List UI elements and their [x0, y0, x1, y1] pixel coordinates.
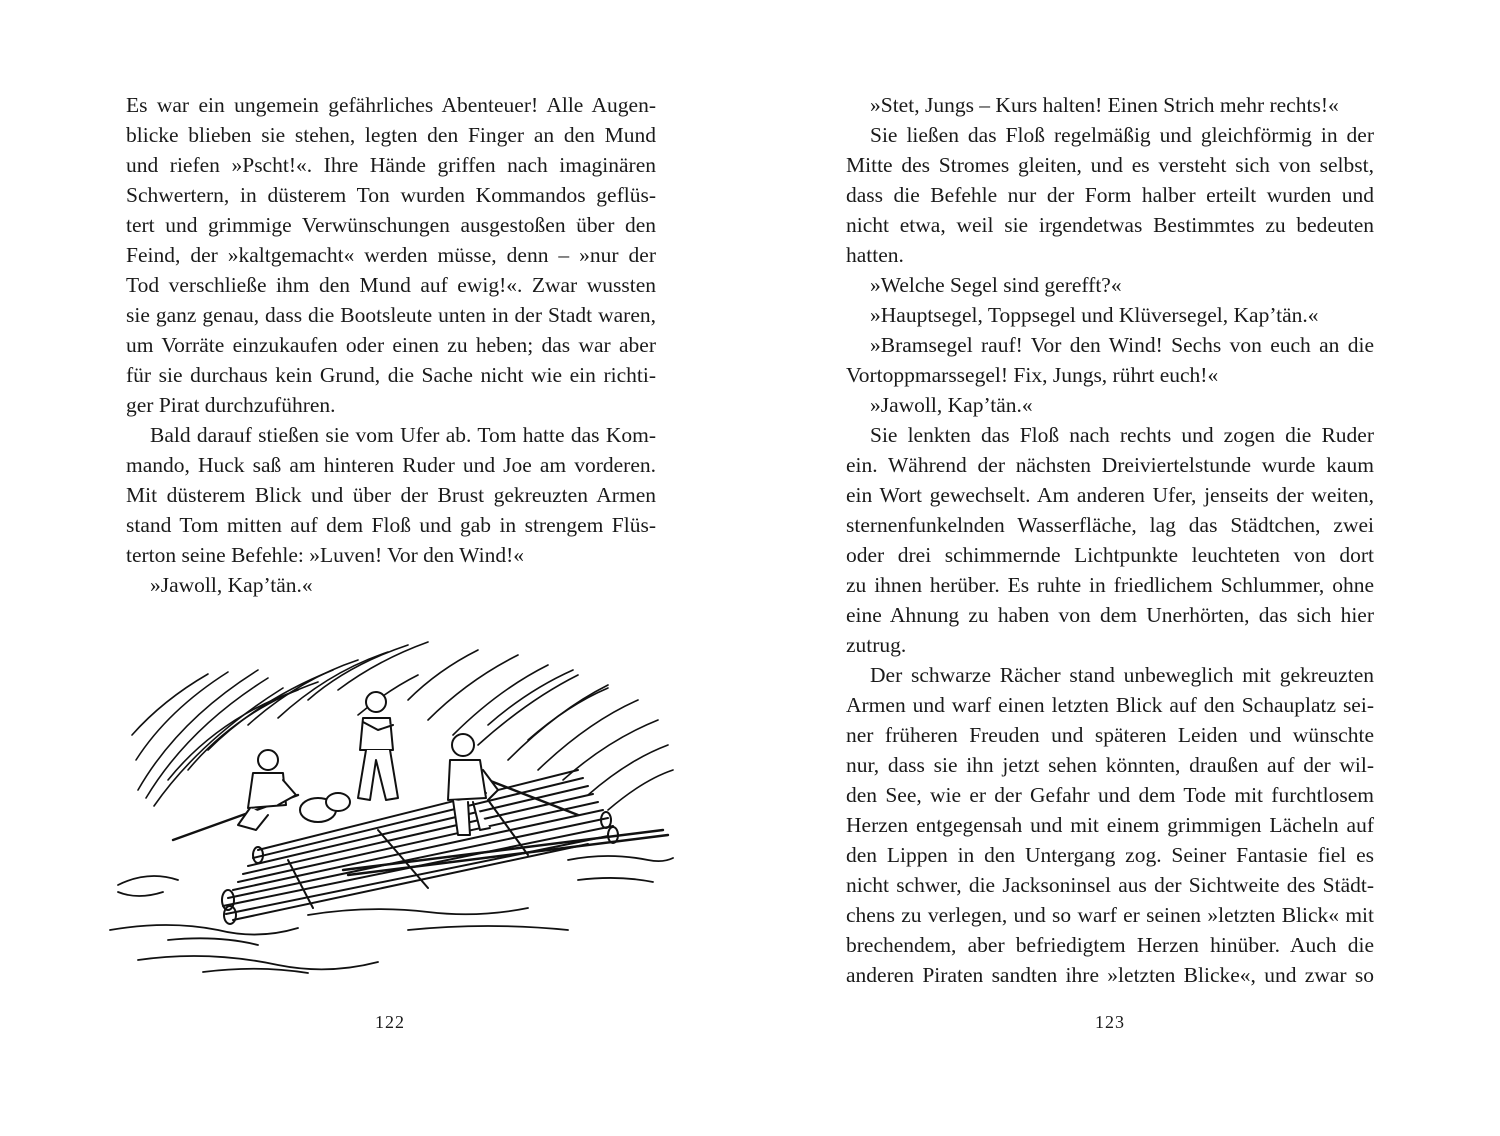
text-line: Herzen entgegensah und mit einem grimmigen Lächeln auf — [846, 813, 1374, 837]
text-line: nicht schwer, die Jacksoninsel aus der Sichtweite des Städt- — [846, 873, 1374, 897]
text-line: stand Tom mitten auf dem Floß und gab in strengem Flüs- — [126, 513, 656, 537]
text-line: brechendem, aber befriedigtem Herzen hinüber. Auch die — [846, 933, 1374, 957]
text-line: nur, dass sie ihn jetzt sehen könnten, draußen auf der wil- — [846, 753, 1374, 777]
text-line: ein. Während der nächsten Dreiviertelstunde wurde kaum — [846, 453, 1374, 477]
text-line: Tod verschließe ihm den Mund auf ewig!«. Zwar wussten — [126, 273, 656, 297]
text-line: »Stet, Jungs – Kurs halten! Einen Strich mehr rechts!« — [870, 93, 1339, 117]
text-line: Mitte des Stromes gleiten, und es versteht sich von selbst, — [846, 153, 1374, 177]
text-line: nicht etwa, weil sie irgendetwas Bestimmtes zu bedeuten — [846, 213, 1374, 237]
page-number: 122 — [375, 1012, 405, 1032]
text-line: zutrug. — [846, 633, 907, 657]
text-line: um Vorräte einzukaufen oder einen zu heben; das war aber — [126, 333, 656, 357]
text-line: »Bramsegel rauf! Vor den Wind! Sechs von euch an die — [870, 333, 1374, 357]
text-line: blicke blieben sie stehen, legten den Finger an den Mund — [126, 123, 656, 147]
text-line: ein Wort gewechselt. Am anderen Ufer, jenseits der weiten, — [846, 483, 1374, 507]
text-line: ner früheren Freuden und späteren Leiden und wünschte — [846, 723, 1374, 747]
text-line: für sie durchaus kein Grund, die Sache nicht wie ein richti- — [126, 363, 656, 387]
text-line: Es war ein ungemein gefährliches Abenteuer! Alle Augen- — [126, 93, 656, 117]
text-line: dass die Befehle nur der Form halber erteilt wurden und — [846, 183, 1374, 207]
text-line: und riefen »Pscht!«. Ihre Hände griffen nach imaginären — [126, 153, 656, 177]
text-line: Mit düsterem Blick und über der Brust gekreuzten Armen — [126, 483, 656, 507]
text-line: Bald darauf stießen sie vom Ufer ab. Tom hatte das Kom- — [150, 423, 656, 447]
text-line: chens zu verlegen, und so warf er seinen »letzten Blick« mit — [846, 903, 1374, 927]
figure-joe — [448, 734, 498, 835]
text-line: tert und grimmige Verwünschungen ausgestoßen über den — [126, 213, 656, 237]
text-line: Sie lenkten das Floß nach rechts und zogen die Ruder — [870, 423, 1374, 447]
text-line: Armen und warf einen letzten Blick auf den Schauplatz sei- — [846, 693, 1374, 717]
figure-tom — [358, 692, 398, 800]
sky-hatching — [132, 642, 673, 810]
text-line: »Jawoll, Kap’tän.« — [870, 393, 1033, 417]
text-line: hatten. — [846, 243, 904, 267]
text-line: den See, wie er der Gefahr und dem Tode mit furchtlosem — [846, 783, 1374, 807]
text-line: anderen Piraten sandten ihre »letzten Blicke«, und zwar so — [846, 963, 1374, 987]
text-line: Feind, der »kaltgemacht« werden müsse, denn – »nur der — [126, 243, 656, 267]
text-line: Schwertern, in düsterem Ton wurden Kommandos geflüs- — [126, 183, 656, 207]
right-page — [750, 0, 1500, 1136]
text-line: sie ganz genau, dass die Bootsleute unten in der Stadt waren, — [126, 303, 656, 327]
text-line: oder drei schimmernde Lichtpunkte leuchteten von dort — [846, 543, 1374, 567]
text-line: Der schwarze Rächer stand unbeweglich mit gekreuzten — [870, 663, 1374, 687]
text-line: terton seine Befehle: »Luven! Vor den Wind!« — [126, 543, 524, 567]
text-line: sternenfunkelnden Wasserfläche, lag das Städtchen, zwei — [846, 513, 1374, 537]
text-line: Vortoppmarssegel! Fix, Jungs, rührt euch!« — [846, 363, 1219, 387]
text-line: »Hauptsegel, Toppsegel und Klüversegel, Kap’tän.« — [870, 303, 1319, 327]
bundle — [300, 793, 350, 822]
page-number: 123 — [1095, 1012, 1125, 1032]
figure-huck — [238, 750, 296, 830]
text-line: »Jawoll, Kap’tän.« — [150, 573, 313, 597]
text-line: ger Pirat durchzuführen. — [126, 393, 336, 417]
raft-illustration — [108, 630, 678, 975]
text-line: mando, Huck saß am hinteren Ruder und Joe am vorderen. — [126, 453, 656, 477]
water-lines — [110, 856, 673, 973]
text-line: »Welche Segel sind gerefft?« — [870, 273, 1122, 297]
text-line: Sie ließen das Floß regelmäßig und gleichförmig in der — [870, 123, 1374, 147]
text-line: zu ihnen herüber. Es ruhte in friedlichem Schlummer, ohne — [846, 573, 1374, 597]
text-line: den Lippen in den Untergang zog. Seiner Fantasie fiel es — [846, 843, 1374, 867]
text-line: eine Ahnung zu haben von dem Unerhörten, das sich hier — [846, 603, 1374, 627]
